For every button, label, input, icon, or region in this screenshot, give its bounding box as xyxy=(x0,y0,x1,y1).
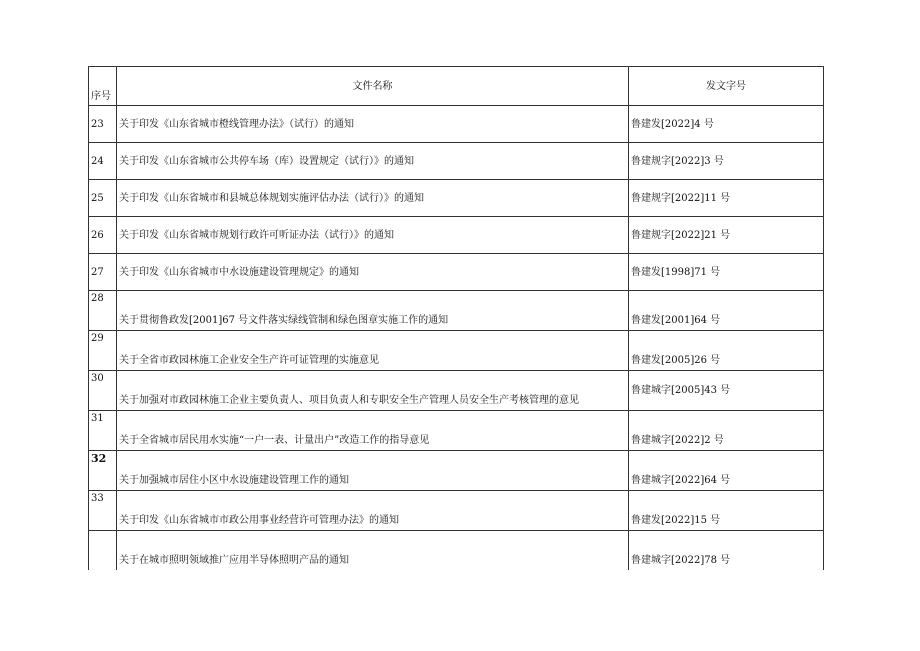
row-document-name: 关于印发《山东省城市和县城总体规划实施评估办法（试行）》的通知 xyxy=(117,180,629,217)
row-document-name: 关于印发《山东省城市橙线管理办法》（试行）的通知 xyxy=(117,106,629,143)
row-document-code: 鲁建发[2005]26 号 xyxy=(629,331,824,371)
row-serial-number: 28 xyxy=(89,291,117,331)
row-document-code: 鲁建城字[2022]78 号 xyxy=(629,531,824,571)
row-document-name: 关于印发《山东省城市中水设施建设管理规定》的通知 xyxy=(117,254,629,291)
document-table xyxy=(88,66,824,570)
row-document-name: 关于加强对市政园林施工企业主要负责人、项目负责人和专职安全生产管理人员安全生产考核管理的意见 xyxy=(117,371,629,411)
row-document-code: 鲁建发[2022]15 号 xyxy=(629,491,824,531)
table-row xyxy=(89,106,824,143)
row-document-code: 鲁建规字[2022]21 号 xyxy=(629,217,824,254)
table-row xyxy=(89,217,824,254)
row-document-code: 鲁建城字[2022]2 号 xyxy=(629,411,824,451)
row-serial-number: 31 xyxy=(89,411,117,451)
row-serial-number: 24 xyxy=(89,143,117,180)
table-row xyxy=(89,143,824,180)
row-serial-number: 29 xyxy=(89,331,117,371)
row-document-name: 关于全省市政园林施工企业安全生产许可证管理的实施意见 xyxy=(117,331,629,371)
table-row xyxy=(89,254,824,291)
row-document-code: 鲁建规字[2022]11 号 xyxy=(629,180,824,217)
table-row xyxy=(89,531,824,571)
row-document-name: 关于印发《山东省城市规划行政许可听证办法（试行）》的通知 xyxy=(117,217,629,254)
row-document-name: 关于加强城市居住小区中水设施建设管理工作的通知 xyxy=(117,451,629,491)
row-document-code: 鲁建城字[2005]43 号 xyxy=(629,371,824,411)
header-serial-number: 序号 xyxy=(89,67,117,106)
row-document-name: 关于贯彻鲁政发[2001]67 号文件落实绿线管制和绿色图章实施工作的通知 xyxy=(117,291,629,331)
row-document-name: 关于在城市照明领域推广应用半导体照明产品的通知 xyxy=(117,531,629,571)
table-row xyxy=(89,371,824,411)
table-row xyxy=(89,491,824,531)
row-serial-number: 32 xyxy=(89,451,117,491)
row-document-code: 鲁建发[1998]71 号 xyxy=(629,254,824,291)
row-document-code: 鲁建发[2022]4 号 xyxy=(629,106,824,143)
row-serial-number xyxy=(89,531,117,571)
row-document-code: 鲁建城字[2022]64 号 xyxy=(629,451,824,491)
row-serial-number: 33 xyxy=(89,491,117,531)
row-serial-number: 26 xyxy=(89,217,117,254)
row-document-name: 关于印发《山东省城市公共停车场（库）设置规定（试行）》的通知 xyxy=(117,143,629,180)
table-row xyxy=(89,411,824,451)
row-document-name: 关于全省城市居民用水实施“一户一表、计量出户”改造工作的指导意见 xyxy=(117,411,629,451)
row-serial-number: 25 xyxy=(89,180,117,217)
row-document-code: 鲁建发[2001]64 号 xyxy=(629,291,824,331)
row-document-name: 关于印发《山东省城市市政公用事业经营许可管理办法》的通知 xyxy=(117,491,629,531)
table-row xyxy=(89,451,824,491)
table-row xyxy=(89,180,824,217)
table-row xyxy=(89,331,824,371)
header-document-name: 文件名称 xyxy=(117,67,629,106)
row-document-code: 鲁建规字[2022]3 号 xyxy=(629,143,824,180)
row-serial-number: 27 xyxy=(89,254,117,291)
table-header-row xyxy=(89,67,824,106)
header-document-code: 发文字号 xyxy=(629,67,824,106)
table-row xyxy=(89,291,824,331)
row-serial-number: 23 xyxy=(89,106,117,143)
row-serial-number: 30 xyxy=(89,371,117,411)
